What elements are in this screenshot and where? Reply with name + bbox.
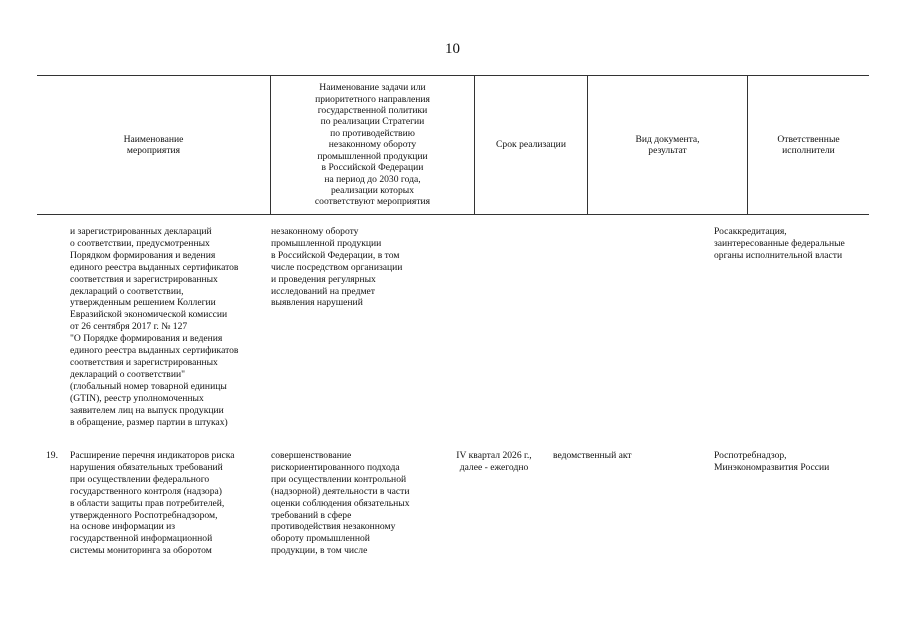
table-header xyxy=(37,75,869,215)
page-number: 10 xyxy=(445,41,460,57)
header-executors: Ответственные исполнители xyxy=(747,76,869,214)
row-executors: Росаккредитация, заинтересованные федеральные органы исполнительной власти xyxy=(714,226,845,261)
header-deadline: Срок реализации xyxy=(474,76,587,214)
row-task: незаконному обороту промышленной продукции в Российской Федерации, в том числе посредством организации и проведения регулярных исследований на предмет выявления нарушений xyxy=(271,226,403,309)
row-deadline: IV квартал 2026 г., далее - ежегодно xyxy=(456,450,532,473)
row-number: 19. xyxy=(46,450,58,461)
header-task: Наименование задачи или приоритетного направления государственной политики по реализации Стратегии по противодействию незаконному обороту промышленной продукции в Российской Федерации на период до 2030 года, реализации которых соответствуют мероприятия xyxy=(270,76,474,214)
row-executors: Роспотребнадзор, Минэкономразвития России xyxy=(714,450,830,473)
row-measure: и зарегистрированных деклараций о соответствии, предусмотренных Порядком формирования и ведения единого реестра выданных сертификатов соответствия и зарегистрированных деклараций о соответствии, утвержденным решением Коллегии Евразийской экономической комиссии от 26 сентября 2017 г. № 127 "О Порядке формирования и ведения единого реестра выданных сертификатов соответствия и зарегистрированных деклараций о соответствии" (глобальный номер товарной единицы (GTIN), реестр уполномоченных заявителем лиц на выпуск продукции в обращение, размер партии в штуках) xyxy=(70,226,239,428)
row-measure: Расширение перечня индикаторов риска нарушения обязательных требований при осуществлении федерального государственного контроля (надзора) в области защиты прав потребителей, утвержденного Роспотребнадзором, на основе информации из государственной информационной системы мониторинга за оборотом xyxy=(70,450,235,557)
row-task: совершенствование рискориентированного подхода при осуществлении контрольной (надзорной) деятельности в части оценки соблюдения обязательных требований в сфере противодействия незаконному обороту промышленной продукции, в том числе xyxy=(271,450,410,557)
header-document: Вид документа, результат xyxy=(587,76,747,214)
row-document: ведомственный акт xyxy=(553,450,632,461)
header-measure: Наименование мероприятия xyxy=(123,133,184,156)
